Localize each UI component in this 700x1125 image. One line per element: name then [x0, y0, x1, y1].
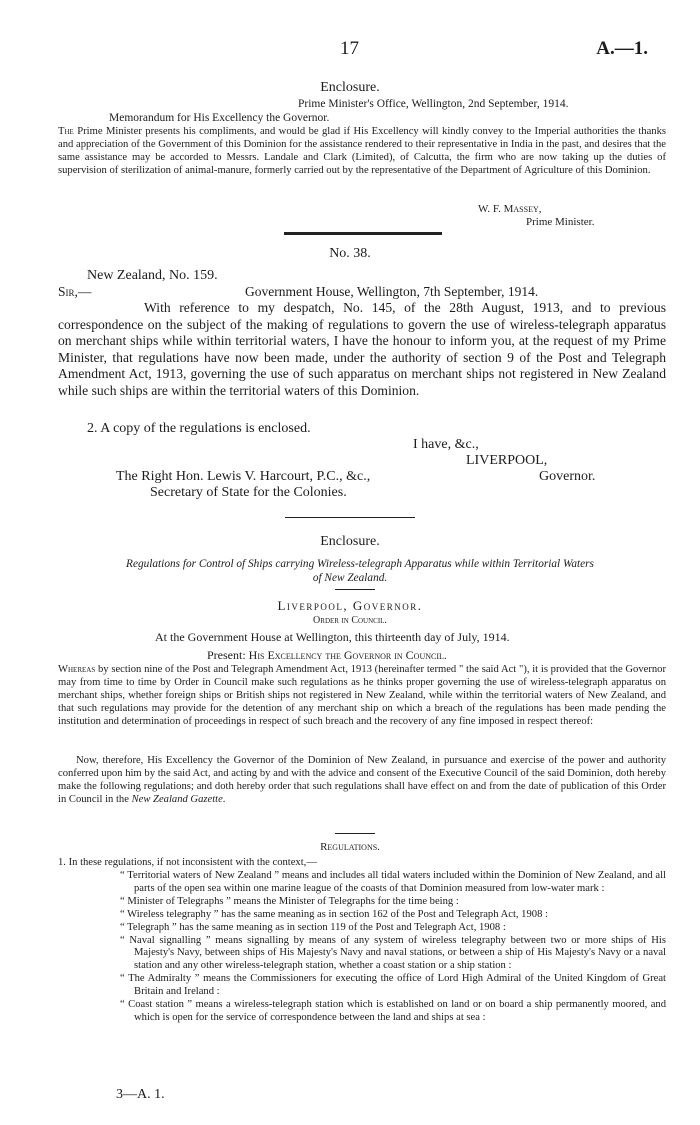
regulations-title-line-2: of New Zealand.	[312, 572, 388, 584]
despatch-salutation: Sir,—	[58, 284, 92, 299]
despatch-addressee: The Right Hon. Lewis V. Harcourt, P.C., &c.,	[116, 469, 371, 484]
enclosure1-from-line: Prime Minister's Office, Wellington, 2nd September, 1914.	[298, 98, 569, 110]
despatch-signer-title: Governor.	[539, 469, 596, 484]
regulations-heading: Regulations.	[320, 841, 380, 853]
document-reference: A.—1.	[596, 38, 648, 59]
despatch-paragraph-2: 2. A copy of the regulations is enclosed.	[87, 421, 311, 436]
definition-item: “ Territorial waters of New Zealand ” means and includes all tidal waters included within the Dominion of New Zealand, and all parts of the open sea within one marine league of the coasts of that Dominion measured from low-water mark :	[120, 870, 666, 894]
definition-item: “ Telegraph ” has the same meaning as in section 119 of the Post and Telegraph Act, 1908 :	[120, 921, 506, 933]
order-present: Present: His Excellency the Governor in Council.	[207, 648, 447, 662]
definitions-list	[120, 870, 666, 1025]
despatch-addressee-title: Secretary of State for the Colonies.	[150, 485, 347, 500]
order-now-therefore: Now, therefore, His Excellency the Governor of the Dominion of New Zealand, in pursuance and exercise of the power and authority conferred upon him by the said Act, and acting by and with the advice and consent of the Executive Council of the said Dominion, doth hereby make the following regulations; and doth hereby order that such regulations shall have effect on and from the date of publication of this Order in Council in the New Zealand Gazette.	[58, 755, 666, 805]
despatch-closing: I have, &c.,	[413, 437, 479, 452]
section-divider	[284, 232, 442, 235]
enclosure1-body: The Prime Minister presents his compliments, and would be glad if His Excellency will kindly convey to the Imperial authorities the thanks and appreciation of the Government of this Dominion for the assistance rendered to their representative in India in the past, and desires that the same assistance may be accorded to Messrs. Landale and Clark (Limited), of Calcutta, the firm who are now taking up the duties of supervision of sterilization of animal-manure, formerly carried out by the representative of the Department of Agriculture of this Dominion.	[58, 126, 666, 176]
despatch-nz-number: New Zealand, No. 159.	[87, 268, 218, 283]
enclosure1-heading: Enclosure.	[320, 80, 380, 95]
section-divider	[285, 517, 415, 518]
definition-item: “ The Admiralty ” means the Commissioners for executing the office of Lord High Admiral of the United Kingdom of Great Britain and Ireland :	[120, 973, 666, 998]
regulations-title-line-1: Regulations for Control of Ships carrying Wireless-telegraph Apparatus while within Territorial Waters	[126, 558, 594, 570]
order-governor: Liverpool, Governor.	[277, 598, 423, 613]
enclosure1-signatory-title: Prime Minister.	[526, 216, 595, 228]
definition-item: “ Minister of Telegraphs ” means the Minister of Telegraphs for the time being :	[120, 895, 459, 907]
order-at-line: At the Government House at Wellington, this thirteenth day of July, 1914.	[155, 630, 510, 644]
despatch-signer: LIVERPOOL,	[466, 453, 548, 468]
page-number: 17	[340, 38, 359, 59]
short-divider	[335, 833, 375, 834]
enclosure1-signatory: W. F. Massey,	[478, 203, 542, 215]
order-in-council: Order in Council.	[313, 615, 387, 626]
enclosure1-memo-line: Memorandum for His Excellency the Governor.	[109, 112, 330, 124]
definition-item: “ Wireless telegraphy ” has the same meaning as in section 162 of the Post and Telegraph Act, 1908 :	[120, 908, 548, 920]
regulation-1-intro: 1. In these regulations, if not inconsistent with the context,—	[58, 857, 317, 868]
enclosure2-heading: Enclosure.	[320, 534, 380, 549]
definition-item: “ Coast station ” means a wireless-telegraph station which is established on land or on board a ship permanently moored, and which is open for the service of correspondence between the land and ships at sea :	[120, 999, 666, 1023]
order-whereas: Whereas by section nine of the Post and Telegraph Amendment Act, 1913 (hereinafter termed " the said Act "), it is provided that the Governor may from time to time by Order in Council make such regulations as he thinks proper governing the use of wireless-telegraph apparatus on merchant ships, whether foreign ships or British ships not registered in New Zealand, while within the territorial waters of New Zealand, and that such regulations may provide for the detention of any merchant ship on which a breach of the regulations has been made pending the institution and determination of proceedings in respect of such breach and the recovery of any fine imposed in respect thereof:	[58, 664, 666, 727]
sheet-signature: 3—A. 1.	[116, 1087, 165, 1102]
definition-item: “ Naval signalling ” means signalling by means of any system of wireless telegraphy between two or more ships of His Majesty's Navy, between ships of His Majesty's Navy and naval stations, or between a ship of His Majesty's Navy or a naval station and any other wireless-telegraph station, whether a coast station or a ship station :	[120, 934, 666, 972]
despatch-number: No. 38.	[329, 246, 371, 261]
short-divider	[335, 589, 375, 590]
despatch-paragraph-1: With reference to my despatch, No. 145, of the 28th August, 1913, and to previous correspondence on the subject of the making of regulations to govern the use of wireless-telegraph apparatus on merchant ships while within territorial waters, I have the honour to inform you, at the request of my Prime Minister, that regulations have now been made, under the authority of section 9 of the Post and Telegraph Amendment Act, 1913, governing the use of such apparatus on merchant ships not registered in New Zealand while such ships are within the territorial waters of this Dominion.	[58, 300, 666, 398]
despatch-place-date: Government House, Wellington, 7th September, 1914.	[245, 284, 539, 299]
